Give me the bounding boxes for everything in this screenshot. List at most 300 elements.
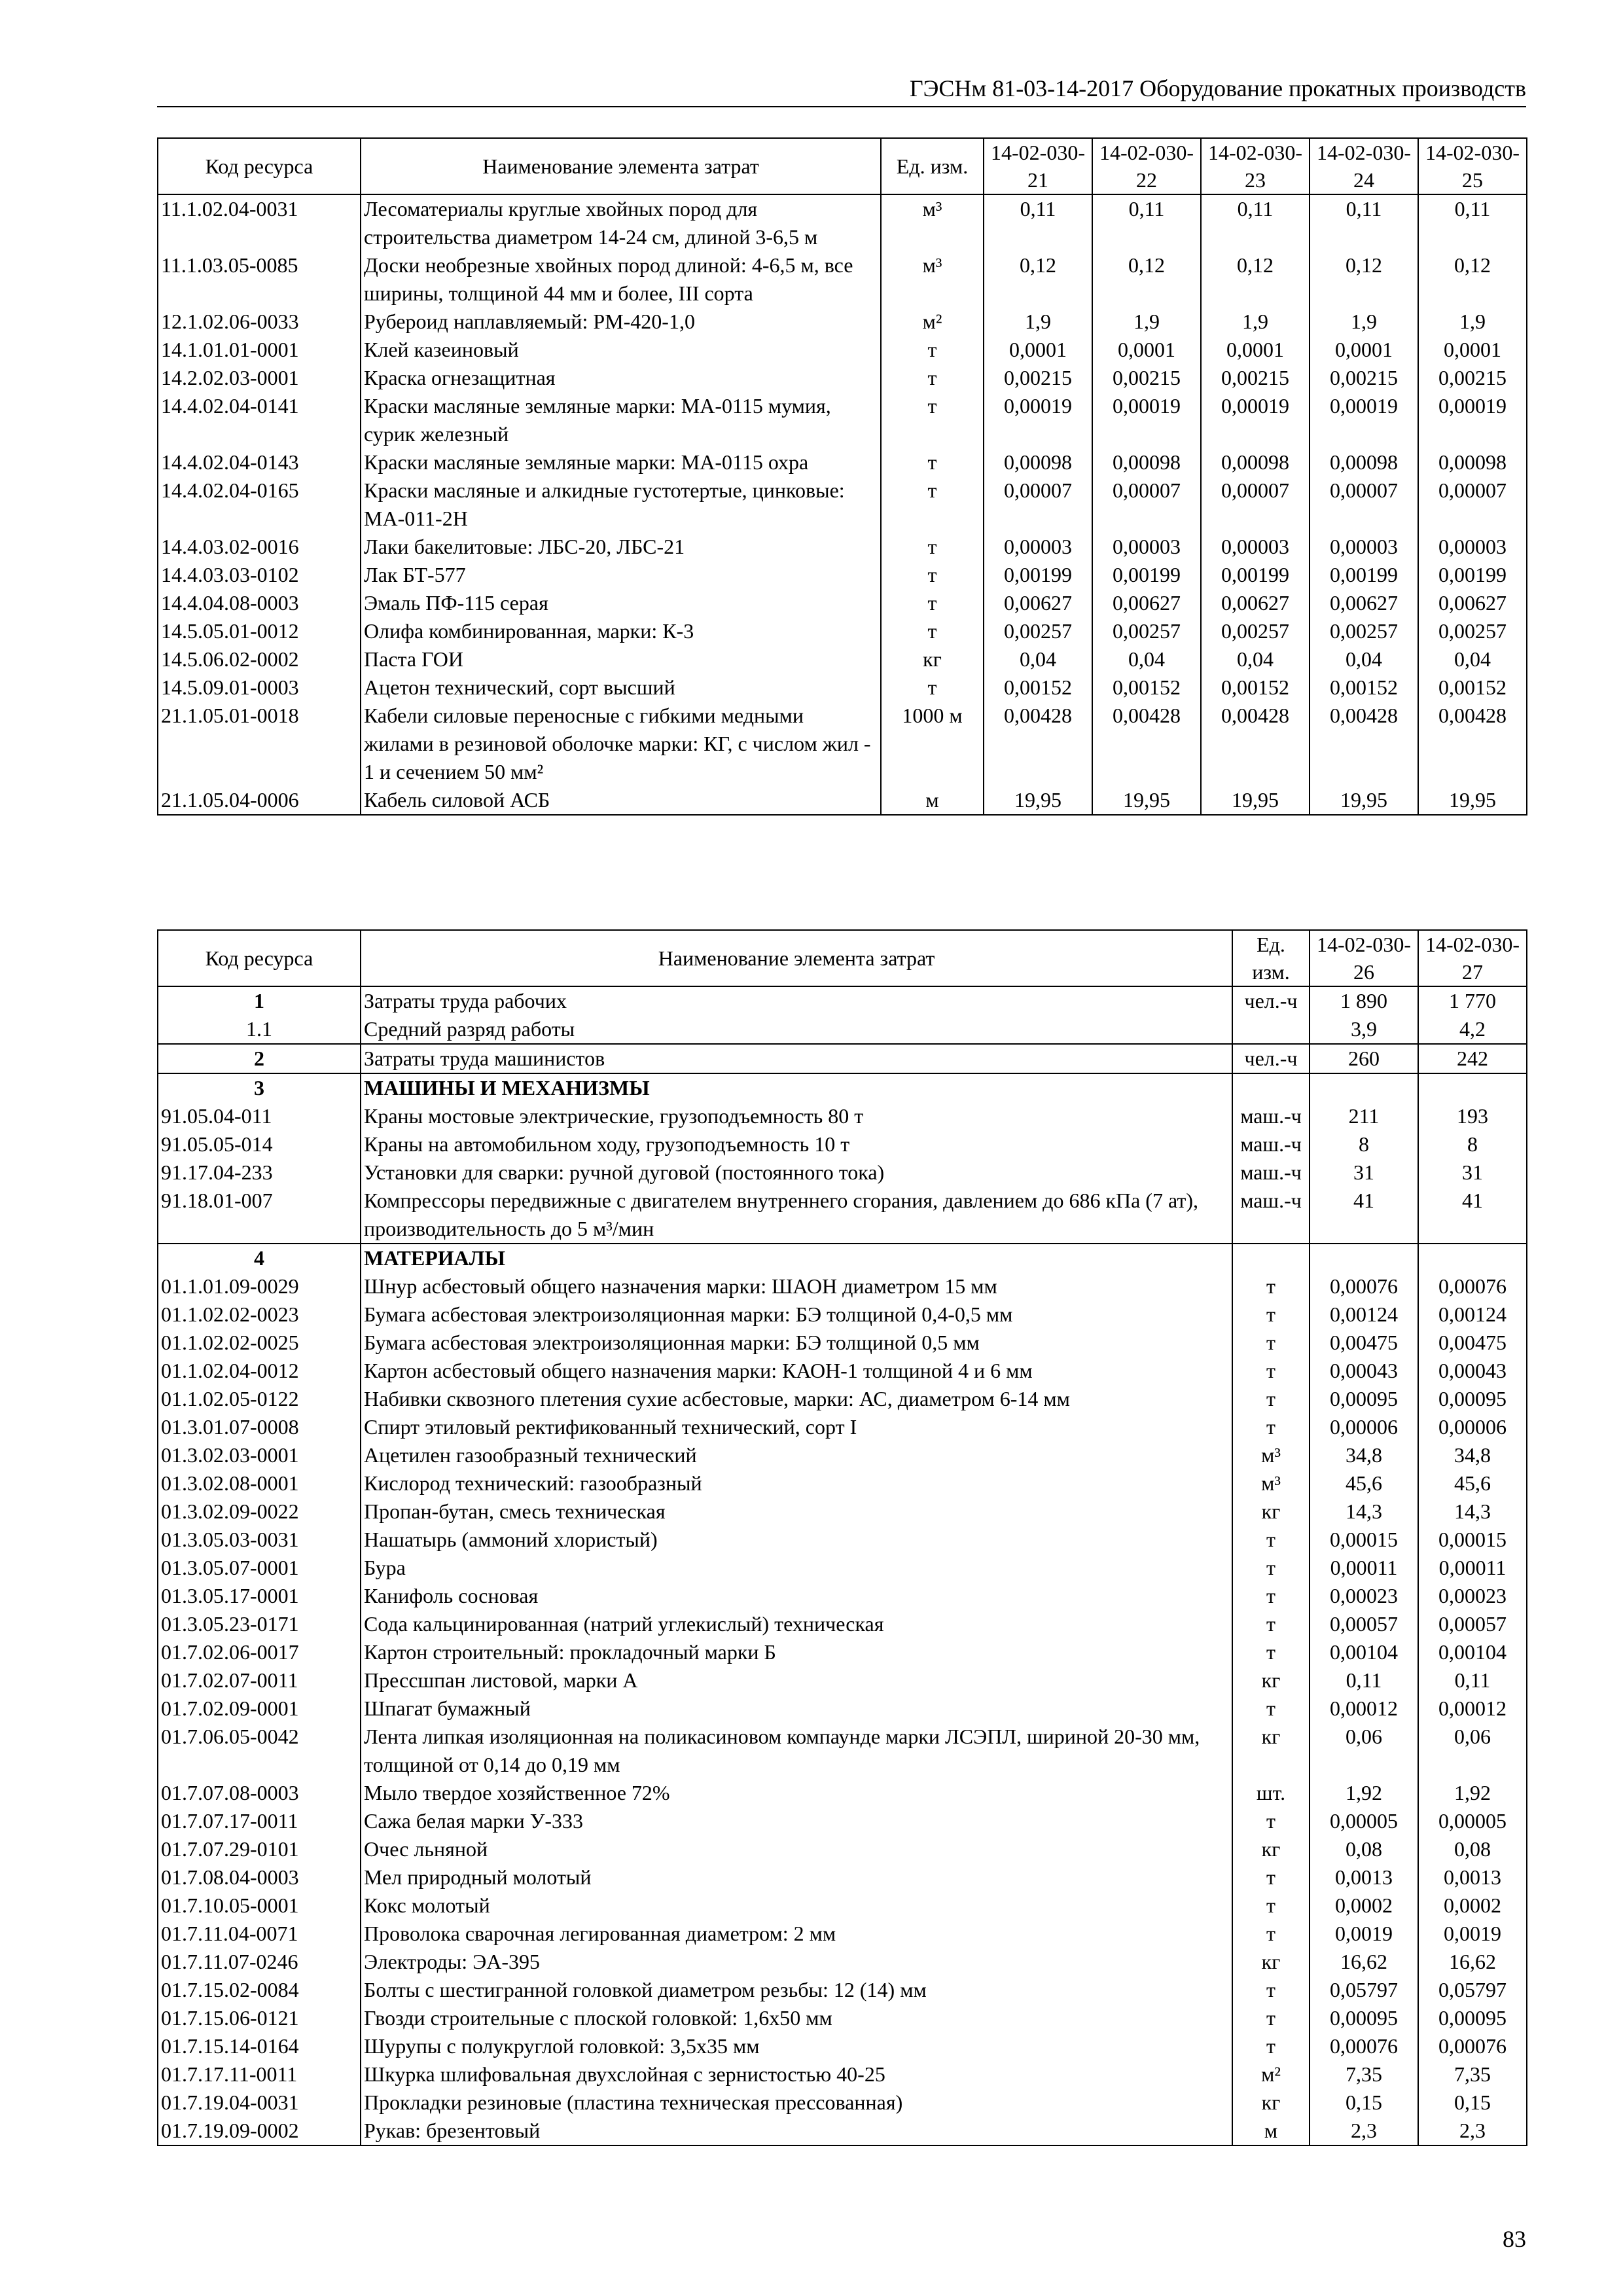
table-cell: т bbox=[881, 589, 984, 617]
table-cell: 0,00006 bbox=[1310, 1413, 1418, 1441]
col-header-unit: Ед. изм. bbox=[881, 138, 984, 194]
table-cell: м³ bbox=[1232, 1441, 1310, 1469]
table-cell: 19,95 bbox=[984, 786, 1092, 815]
table-cell: Электроды: ЭА-395 bbox=[361, 1948, 1232, 1976]
table-cell: м² bbox=[1232, 2060, 1310, 2089]
table-cell: 0,04 bbox=[1201, 645, 1310, 673]
table-cell: кг bbox=[1232, 1835, 1310, 1863]
table-cell: 91.05.04-011 bbox=[158, 1102, 361, 1130]
table-cell: 0,00199 bbox=[984, 561, 1092, 589]
table-cell: т bbox=[1232, 1920, 1310, 1948]
table-cell: 0,00152 bbox=[1201, 673, 1310, 702]
table-cell bbox=[1310, 1073, 1418, 1102]
table-cell: Нашатырь (аммоний хлористый) bbox=[361, 1526, 1232, 1554]
table-cell: чел.-ч bbox=[1232, 1044, 1310, 1073]
table-cell bbox=[1418, 1244, 1527, 1272]
table-cell: Картон строительный: прокладочный марки Б bbox=[361, 1638, 1232, 1666]
table-cell: 0,00005 bbox=[1310, 1807, 1418, 1835]
table-cell: т bbox=[1232, 2004, 1310, 2032]
table-cell: 01.7.02.06-0017 bbox=[158, 1638, 361, 1666]
table-cell: 0,00076 bbox=[1310, 1272, 1418, 1300]
table-cell: т bbox=[1232, 1413, 1310, 1441]
table-cell: Краны мостовые электрические, грузоподъемность 80 т bbox=[361, 1102, 1232, 1130]
table-row bbox=[158, 702, 1527, 786]
table-row bbox=[158, 645, 1527, 673]
table-cell: 21.1.05.04-0006 bbox=[158, 786, 361, 815]
table-cell: т bbox=[1232, 1554, 1310, 1582]
table-cell: 0,04 bbox=[984, 645, 1092, 673]
table-cell: Кабель силовой АСБ bbox=[361, 786, 881, 815]
table-cell: 193 bbox=[1418, 1102, 1527, 1130]
table-cell: Пропан-бутан, смесь техническая bbox=[361, 1498, 1232, 1526]
table-cell: т bbox=[1232, 1300, 1310, 1329]
table2-header-row bbox=[158, 930, 1527, 986]
table-cell: 3 bbox=[158, 1073, 361, 1102]
table-cell: 0,00627 bbox=[1310, 589, 1418, 617]
table-cell: 01.3.05.03-0031 bbox=[158, 1526, 361, 1554]
table-cell: 0,00095 bbox=[1310, 2004, 1418, 2032]
table-cell: 4 bbox=[158, 1244, 361, 1272]
table-cell: 0,05797 bbox=[1310, 1976, 1418, 2004]
table-cell: Краски масляные земляные марки: МА-0115 охра bbox=[361, 448, 881, 476]
table-cell: т bbox=[1232, 1272, 1310, 1300]
table-cell: т bbox=[1232, 1892, 1310, 1920]
table-cell: 8 bbox=[1418, 1130, 1527, 1158]
table-row bbox=[158, 336, 1527, 364]
table-cell: Кокс молотый bbox=[361, 1892, 1232, 1920]
table-cell: 0,00124 bbox=[1310, 1300, 1418, 1329]
table-cell: 1,9 bbox=[1310, 308, 1418, 336]
table-cell: Проволока сварочная легированная диаметром: 2 мм bbox=[361, 1920, 1232, 1948]
table-cell: кг bbox=[1232, 1723, 1310, 1779]
table-cell: Рукав: брезентовый bbox=[361, 2117, 1232, 2145]
table-cell: 0,12 bbox=[1310, 251, 1418, 308]
table-cell: маш.-ч bbox=[1232, 1187, 1310, 1244]
table-cell: 0,00152 bbox=[1418, 673, 1527, 702]
table-cell: Установки для сварки: ручной дуговой (постоянного тока) bbox=[361, 1158, 1232, 1187]
table-cell: Доски необрезные хвойных пород длиной: 4-6,5 м, все ширины, толщиной 44 мм и более, III сорта bbox=[361, 251, 881, 308]
table-cell: МАШИНЫ И МЕХАНИЗМЫ bbox=[361, 1073, 1232, 1102]
table-cell: 1 bbox=[158, 986, 361, 1015]
table-cell: Сода кальцинированная (натрий углекислый) техническая bbox=[361, 1610, 1232, 1638]
table-cell: 0,00095 bbox=[1418, 2004, 1527, 2032]
table-cell: Краны на автомобильном ходу, грузоподъемность 10 т bbox=[361, 1130, 1232, 1158]
table-cell: 0,00257 bbox=[984, 617, 1092, 645]
table-cell: 19,95 bbox=[1310, 786, 1418, 815]
table-cell: 0,00215 bbox=[984, 364, 1092, 392]
table-cell: 0,00015 bbox=[1310, 1526, 1418, 1554]
table-cell: 0,00098 bbox=[1310, 448, 1418, 476]
table-row bbox=[158, 1723, 1527, 1779]
table-cell: 19,95 bbox=[1092, 786, 1201, 815]
table-cell: т bbox=[881, 392, 984, 448]
table-cell: 1 890 bbox=[1310, 986, 1418, 1015]
table-cell: т bbox=[1232, 1582, 1310, 1610]
table-cell: 0,00015 bbox=[1418, 1526, 1527, 1554]
table-row bbox=[158, 364, 1527, 392]
table-cell: 1,92 bbox=[1310, 1779, 1418, 1807]
table-row bbox=[158, 1976, 1527, 2004]
table-row bbox=[158, 1244, 1527, 1272]
table-cell: 14.5.05.01-0012 bbox=[158, 617, 361, 645]
table-cell: 0,00012 bbox=[1418, 1695, 1527, 1723]
table-cell: 1,9 bbox=[984, 308, 1092, 336]
table-cell: 0,11 bbox=[1310, 194, 1418, 251]
table-row bbox=[158, 2004, 1527, 2032]
table1-body bbox=[158, 194, 1527, 815]
table-row bbox=[158, 2032, 1527, 2060]
table-cell: 0,00076 bbox=[1418, 2032, 1527, 2060]
table-cell: Гвозди строительные с плоской головкой: 1,6x50 мм bbox=[361, 2004, 1232, 2032]
table2-body bbox=[158, 986, 1527, 2145]
table-cell: Паста ГОИ bbox=[361, 645, 881, 673]
table-cell: 0,00005 bbox=[1418, 1807, 1527, 1835]
col-header-27: 14-02-030-27 bbox=[1418, 930, 1527, 986]
table-cell: 0,0002 bbox=[1418, 1892, 1527, 1920]
table-cell: 0,00475 bbox=[1418, 1329, 1527, 1357]
table-cell: Шпагат бумажный bbox=[361, 1695, 1232, 1723]
table-cell: 0,00257 bbox=[1310, 617, 1418, 645]
table-cell: 41 bbox=[1418, 1187, 1527, 1244]
table-cell: 01.3.02.08-0001 bbox=[158, 1469, 361, 1498]
table-cell: Краска огнезащитная bbox=[361, 364, 881, 392]
table-cell: Сажа белая марки У-333 bbox=[361, 1807, 1232, 1835]
table-cell: т bbox=[881, 673, 984, 702]
table-cell: кг bbox=[1232, 2089, 1310, 2117]
table-cell: 01.7.17.11-0011 bbox=[158, 2060, 361, 2089]
table-cell: 1,9 bbox=[1418, 308, 1527, 336]
table-cell: 2,3 bbox=[1418, 2117, 1527, 2145]
table-cell: 01.7.15.06-0121 bbox=[158, 2004, 361, 2032]
table-cell: 0,00076 bbox=[1418, 1272, 1527, 1300]
table-cell: т bbox=[881, 448, 984, 476]
table-row bbox=[158, 561, 1527, 589]
table-cell: 0,00215 bbox=[1092, 364, 1201, 392]
table-cell: 0,00023 bbox=[1310, 1582, 1418, 1610]
table-row bbox=[158, 1835, 1527, 1863]
table-cell: м bbox=[881, 786, 984, 815]
col-header-26: 14-02-030-26 bbox=[1310, 930, 1418, 986]
table-cell: 0,00019 bbox=[1201, 392, 1310, 448]
table-cell: 91.05.05-014 bbox=[158, 1130, 361, 1158]
table-cell: м³ bbox=[1232, 1469, 1310, 1498]
table-cell: Шнур асбестовый общего назначения марки: ШАОН диаметром 15 мм bbox=[361, 1272, 1232, 1300]
table-cell: 0,00098 bbox=[984, 448, 1092, 476]
table-cell: Эмаль ПФ-115 серая bbox=[361, 589, 881, 617]
table-cell: чел.-ч bbox=[1232, 986, 1310, 1015]
table-cell: 0,00076 bbox=[1310, 2032, 1418, 2060]
table-cell: 0,0013 bbox=[1418, 1863, 1527, 1892]
table-cell: Канифоль сосновая bbox=[361, 1582, 1232, 1610]
table-cell: т bbox=[1232, 1638, 1310, 1666]
table-cell: 0,00215 bbox=[1418, 364, 1527, 392]
table-cell: 0,00019 bbox=[1310, 392, 1418, 448]
table-cell: 0,11 bbox=[984, 194, 1092, 251]
table-cell: 01.7.11.04-0071 bbox=[158, 1920, 361, 1948]
table-cell bbox=[1232, 1015, 1310, 1044]
table-row bbox=[158, 1554, 1527, 1582]
table-cell: 0,0013 bbox=[1310, 1863, 1418, 1892]
table-cell: 45,6 bbox=[1310, 1469, 1418, 1498]
table-cell: 0,00011 bbox=[1310, 1554, 1418, 1582]
table-row bbox=[158, 1187, 1527, 1244]
table-cell: т bbox=[1232, 2032, 1310, 2060]
table-cell: 0,00023 bbox=[1418, 1582, 1527, 1610]
table-cell: Клей казеиновый bbox=[361, 336, 881, 364]
table-cell: 0,00003 bbox=[984, 533, 1092, 561]
table-cell: Затраты труда машинистов bbox=[361, 1044, 1232, 1073]
table-row bbox=[158, 448, 1527, 476]
table-cell: 34,8 bbox=[1310, 1441, 1418, 1469]
table-cell: 0,08 bbox=[1310, 1835, 1418, 1863]
table-cell: Краски масляные и алкидные густотертые, цинковые: МА-011-2Н bbox=[361, 476, 881, 533]
table-row bbox=[158, 1158, 1527, 1187]
table-cell: 4,2 bbox=[1418, 1015, 1527, 1044]
table-cell: 01.3.05.07-0001 bbox=[158, 1554, 361, 1582]
table-cell: 242 bbox=[1418, 1044, 1527, 1073]
table-row bbox=[158, 986, 1527, 1015]
table-cell: 01.3.05.23-0171 bbox=[158, 1610, 361, 1638]
table-row bbox=[158, 617, 1527, 645]
table-cell: 0,00124 bbox=[1418, 1300, 1527, 1329]
table-cell: м³ bbox=[881, 251, 984, 308]
table-cell: 01.1.02.05-0122 bbox=[158, 1385, 361, 1413]
table-cell: 01.1.02.04-0012 bbox=[158, 1357, 361, 1385]
table-cell bbox=[1232, 1244, 1310, 1272]
table-cell: 0,00043 bbox=[1310, 1357, 1418, 1385]
table-row bbox=[158, 1044, 1527, 1073]
table-cell: 0,00257 bbox=[1201, 617, 1310, 645]
table-cell: 19,95 bbox=[1418, 786, 1527, 815]
table-cell: 14,3 bbox=[1418, 1498, 1527, 1526]
table-cell: т bbox=[881, 561, 984, 589]
table-cell: м bbox=[1232, 2117, 1310, 2145]
table-cell: 14.4.02.04-0141 bbox=[158, 392, 361, 448]
table-cell: 0,06 bbox=[1310, 1723, 1418, 1779]
table-cell: Мел природный молотый bbox=[361, 1863, 1232, 1892]
table-cell: 3,9 bbox=[1310, 1015, 1418, 1044]
table-cell: Ацетилен газообразный технический bbox=[361, 1441, 1232, 1469]
table-cell: т bbox=[881, 617, 984, 645]
col-header-code: Код ресурса bbox=[158, 138, 361, 194]
table-row bbox=[158, 1863, 1527, 1892]
table-row bbox=[158, 1300, 1527, 1329]
table-cell: 0,00215 bbox=[1201, 364, 1310, 392]
table-cell: Очес льняной bbox=[361, 1835, 1232, 1863]
table-cell: 211 bbox=[1310, 1102, 1418, 1130]
table-cell: 0,00428 bbox=[1092, 702, 1201, 786]
col-header-name: Наименование элемента затрат bbox=[361, 138, 881, 194]
table-cell: Кислород технический: газообразный bbox=[361, 1469, 1232, 1498]
table-cell: кг bbox=[881, 645, 984, 673]
table-cell: Спирт этиловый ректификованный технический, сорт I bbox=[361, 1413, 1232, 1441]
table-cell: 16,62 bbox=[1310, 1948, 1418, 1976]
table-cell: Затраты труда рабочих bbox=[361, 986, 1232, 1015]
table-cell: 0,0001 bbox=[1092, 336, 1201, 364]
table-row bbox=[158, 2117, 1527, 2145]
table-cell: 0,00003 bbox=[1092, 533, 1201, 561]
table-cell: 0,0002 bbox=[1310, 1892, 1418, 1920]
table-cell: 01.7.19.04-0031 bbox=[158, 2089, 361, 2117]
table-cell: 01.7.07.08-0003 bbox=[158, 1779, 361, 1807]
table-cell: 14.4.02.04-0143 bbox=[158, 448, 361, 476]
table-cell: 14.4.03.03-0102 bbox=[158, 561, 361, 589]
table-row bbox=[158, 2089, 1527, 2117]
table-cell: 0,00057 bbox=[1310, 1610, 1418, 1638]
col-header-name: Наименование элемента затрат bbox=[361, 930, 1232, 986]
table-cell: 1,9 bbox=[1092, 308, 1201, 336]
table-cell: 0,00199 bbox=[1418, 561, 1527, 589]
table-row bbox=[158, 1357, 1527, 1385]
table-cell: Рубероид наплавляемый: РМ-420-1,0 bbox=[361, 308, 881, 336]
table-cell: 0,00428 bbox=[1418, 702, 1527, 786]
table-cell: т bbox=[881, 476, 984, 533]
table-cell: 0,0001 bbox=[1418, 336, 1527, 364]
table-row bbox=[158, 1413, 1527, 1441]
table-cell: 14.4.04.08-0003 bbox=[158, 589, 361, 617]
table-cell: 1,92 bbox=[1418, 1779, 1527, 1807]
table-cell: 0,00152 bbox=[984, 673, 1092, 702]
table-cell: 14.5.09.01-0003 bbox=[158, 673, 361, 702]
table-cell: т bbox=[1232, 1610, 1310, 1638]
table-cell: 14.2.02.03-0001 bbox=[158, 364, 361, 392]
table-cell: 0,00003 bbox=[1418, 533, 1527, 561]
table-cell: 0,00104 bbox=[1418, 1638, 1527, 1666]
table-cell: 0,12 bbox=[984, 251, 1092, 308]
table-cell: 11.1.02.04-0031 bbox=[158, 194, 361, 251]
table-row bbox=[158, 1638, 1527, 1666]
table-cell: МАТЕРИАЛЫ bbox=[361, 1244, 1232, 1272]
table-row bbox=[158, 1666, 1527, 1695]
table-row bbox=[158, 589, 1527, 617]
table-cell: 01.1.01.09-0029 bbox=[158, 1272, 361, 1300]
table-cell: 01.7.15.02-0084 bbox=[158, 1976, 361, 2004]
table-cell: Болты с шестигранной головкой диаметром резьбы: 12 (14) мм bbox=[361, 1976, 1232, 2004]
table-row bbox=[158, 1779, 1527, 1807]
table-cell: т bbox=[1232, 1385, 1310, 1413]
table-cell: 0,00098 bbox=[1092, 448, 1201, 476]
table-cell: 01.7.07.29-0101 bbox=[158, 1835, 361, 1863]
table-cell: 01.7.07.17-0011 bbox=[158, 1807, 361, 1835]
table-row bbox=[158, 786, 1527, 815]
table-cell bbox=[1418, 1073, 1527, 1102]
table-cell: 0,00043 bbox=[1418, 1357, 1527, 1385]
col-header-21: 14-02-030-21 bbox=[984, 138, 1092, 194]
table-row bbox=[158, 1610, 1527, 1638]
table-cell: 0,00104 bbox=[1310, 1638, 1418, 1666]
table-cell: 0,00199 bbox=[1310, 561, 1418, 589]
table-cell: 01.7.02.09-0001 bbox=[158, 1695, 361, 1723]
table-cell: маш.-ч bbox=[1232, 1102, 1310, 1130]
table-cell: 7,35 bbox=[1418, 2060, 1527, 2089]
table-cell: 0,00019 bbox=[1418, 392, 1527, 448]
table-row bbox=[158, 1582, 1527, 1610]
table-cell: 0,11 bbox=[1418, 194, 1527, 251]
table-cell: 7,35 bbox=[1310, 2060, 1418, 2089]
table-cell: 0,0019 bbox=[1310, 1920, 1418, 1948]
table-cell: Набивки сквозного плетения сухие асбестовые, марки: АС, диаметром 6-14 мм bbox=[361, 1385, 1232, 1413]
table-row bbox=[158, 1469, 1527, 1498]
table-cell: 01.3.02.09-0022 bbox=[158, 1498, 361, 1526]
table-cell: Олифа комбинированная, марки: К-3 bbox=[361, 617, 881, 645]
table-cell: 0,00007 bbox=[1418, 476, 1527, 533]
table-cell: 0,00627 bbox=[1092, 589, 1201, 617]
table-cell: Прокладки резиновые (пластина техническая прессованная) bbox=[361, 2089, 1232, 2117]
table-cell: 2,3 bbox=[1310, 2117, 1418, 2145]
table-cell: 19,95 bbox=[1201, 786, 1310, 815]
table-cell: Лесоматериалы круглые хвойных пород для строительства диаметром 14-24 см, длиной 3-6,5 м bbox=[361, 194, 881, 251]
table-cell: 1,9 bbox=[1201, 308, 1310, 336]
table-cell: Бумага асбестовая электроизоляционная марки: БЭ толщиной 0,4-0,5 мм bbox=[361, 1300, 1232, 1329]
table-cell: 01.7.06.05-0042 bbox=[158, 1723, 361, 1779]
table-cell: 01.3.05.17-0001 bbox=[158, 1582, 361, 1610]
table-cell: 0,12 bbox=[1092, 251, 1201, 308]
table-cell: 0,00428 bbox=[1310, 702, 1418, 786]
resource-table-2 bbox=[157, 929, 1527, 2146]
table-cell: т bbox=[881, 336, 984, 364]
table-cell: Краски масляные земляные марки: МА-0115 мумия, сурик железный bbox=[361, 392, 881, 448]
table-cell: Средний разряд работы bbox=[361, 1015, 1232, 1044]
table-cell: 0,15 bbox=[1310, 2089, 1418, 2117]
table-cell: 0,00627 bbox=[1201, 589, 1310, 617]
table-row bbox=[158, 1102, 1527, 1130]
table-cell: 2 bbox=[158, 1044, 361, 1073]
table-cell: т bbox=[1232, 1976, 1310, 2004]
table-cell: 41 bbox=[1310, 1187, 1418, 1244]
table-cell: 01.3.01.07-0008 bbox=[158, 1413, 361, 1441]
table-cell: Мыло твердое хозяйственное 72% bbox=[361, 1779, 1232, 1807]
table-cell: 0,00428 bbox=[1201, 702, 1310, 786]
table-cell: 01.7.19.09-0002 bbox=[158, 2117, 361, 2145]
table-row bbox=[158, 308, 1527, 336]
table-cell: 0,04 bbox=[1418, 645, 1527, 673]
table-cell: 0,0001 bbox=[1201, 336, 1310, 364]
table-cell: 91.18.01-007 bbox=[158, 1187, 361, 1244]
table-cell: 01.7.10.05-0001 bbox=[158, 1892, 361, 1920]
table-row bbox=[158, 1526, 1527, 1554]
table-cell: 0,11 bbox=[1310, 1666, 1418, 1695]
table-cell: 0,00003 bbox=[1201, 533, 1310, 561]
table-row bbox=[158, 1807, 1527, 1835]
table-row bbox=[158, 1329, 1527, 1357]
table-cell: маш.-ч bbox=[1232, 1158, 1310, 1187]
table-cell: 0,00627 bbox=[1418, 589, 1527, 617]
table-cell: 0,00019 bbox=[1092, 392, 1201, 448]
table-cell: 0,11 bbox=[1418, 1666, 1527, 1695]
table-row bbox=[158, 1130, 1527, 1158]
table-cell: 0,00199 bbox=[1092, 561, 1201, 589]
table1-header-row bbox=[158, 138, 1527, 194]
table-cell: 14.1.01.01-0001 bbox=[158, 336, 361, 364]
table-cell: кг bbox=[1232, 1666, 1310, 1695]
table-cell: 34,8 bbox=[1418, 1441, 1527, 1469]
table-cell: Компрессоры передвижные с двигателем внутреннего сгорания, давлением до 686 кПа (7 ат), производительность до 5 м³/мин bbox=[361, 1187, 1232, 1244]
table-cell: м² bbox=[881, 308, 984, 336]
table-cell: 0,00007 bbox=[1201, 476, 1310, 533]
table-cell: 0,00215 bbox=[1310, 364, 1418, 392]
table-cell: 11.1.03.05-0085 bbox=[158, 251, 361, 308]
table-cell: 0,0001 bbox=[984, 336, 1092, 364]
table-cell: кг bbox=[1232, 1948, 1310, 1976]
table-cell: 0,08 bbox=[1418, 1835, 1527, 1863]
table-cell: Бумага асбестовая электроизоляционная марки: БЭ толщиной 0,5 мм bbox=[361, 1329, 1232, 1357]
table-row bbox=[158, 392, 1527, 448]
table-cell: 0,06 bbox=[1418, 1723, 1527, 1779]
table-cell: Шурупы с полукруглой головкой: 3,5x35 мм bbox=[361, 2032, 1232, 2060]
table-cell: 0,00057 bbox=[1418, 1610, 1527, 1638]
table-cell: 1.1 bbox=[158, 1015, 361, 1044]
table-cell: 91.17.04-233 bbox=[158, 1158, 361, 1187]
